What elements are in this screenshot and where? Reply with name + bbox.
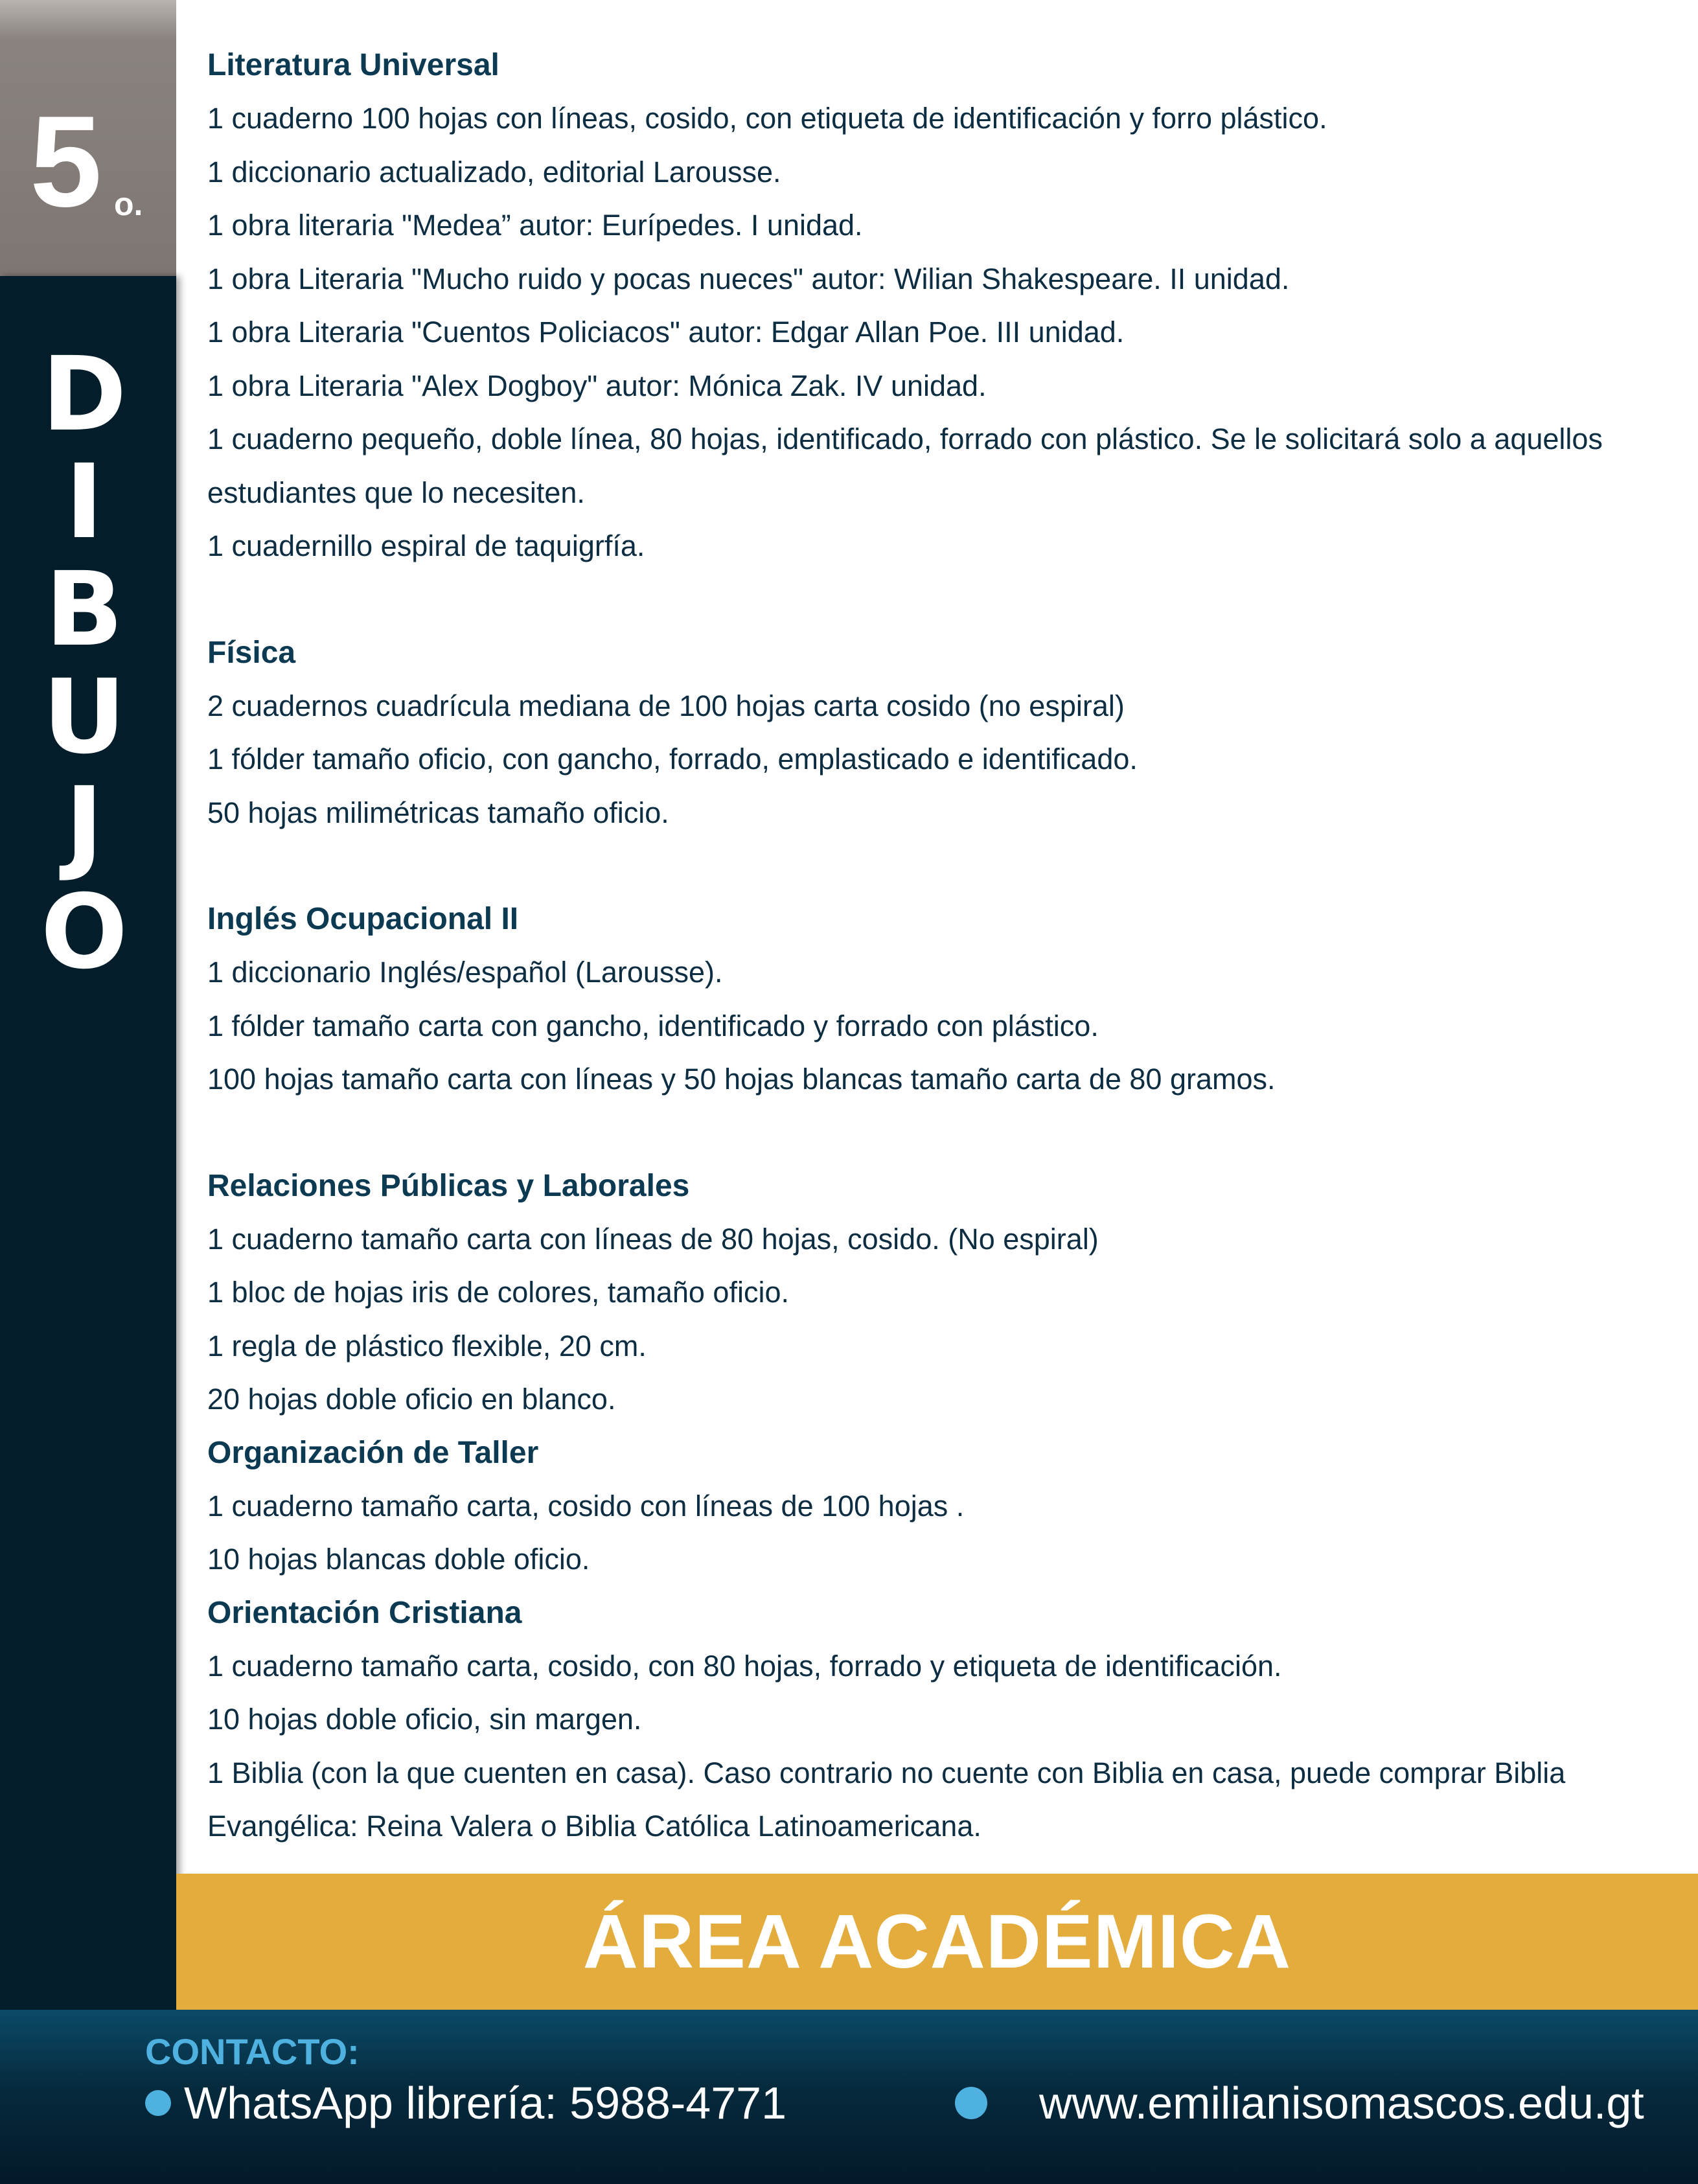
- list-item: 1 Biblia (con la que cuenten en casa). Caso contrario no cuente con Biblia en casa, puede comprar Biblia Evangélica: Reina Valera o Biblia Católica Latinoamericana.: [207, 1756, 1566, 1843]
- bullet-dot-icon: [145, 2090, 171, 2116]
- list-item: 50 hojas milimétricas tamaño oficio.: [207, 796, 669, 829]
- list-item: 1 obra Literaria "Mucho ruido y pocas nueces" autor: Wilian Shakespeare. II unidad.: [207, 262, 1290, 295]
- list-item: 1 bloc de hojas iris de colores, tamaño oficio.: [207, 1276, 789, 1309]
- vertical-letter: J: [65, 765, 104, 884]
- whatsapp-contact: [145, 2077, 786, 2129]
- website-contact[interactable]: [955, 2077, 1644, 2129]
- grade-number: 5: [30, 89, 102, 234]
- section-title: Literatura Universal: [207, 48, 499, 82]
- list-item: 1 diccionario Inglés/español (Larousse).: [207, 956, 723, 989]
- list-item: 1 obra Literaria "Alex Dogboy" autor: Mónica Zak. IV unidad.: [207, 369, 987, 402]
- section-relaciones: [207, 1160, 1665, 1427]
- grade-suffix: o.: [114, 186, 143, 222]
- list-item: 10 hojas doble oficio, sin margen.: [207, 1703, 642, 1736]
- bullet-dot-icon: [955, 2087, 987, 2119]
- section-literatura: [207, 39, 1665, 573]
- vertical-letter: O: [40, 873, 128, 992]
- vertical-letter: U: [42, 658, 126, 777]
- section-ingles: [207, 893, 1665, 1107]
- vertical-letter: D: [41, 335, 127, 454]
- sidebar: [0, 276, 176, 2010]
- section-title: Inglés Ocupacional II: [207, 902, 519, 936]
- website-link[interactable]: www.emilianisomascos.edu.gt: [1039, 2078, 1644, 2128]
- list-item: 1 cuaderno pequeño, doble línea, 80 hojas, identificado, forrado con plástico. Se le solicitará solo a aquellos estudiantes que lo necesiten.: [207, 422, 1603, 509]
- list-item: 1 cuaderno 100 hojas con líneas, cosido, con etiqueta de identificación y forro plástico.: [207, 102, 1327, 135]
- list-item: 1 diccionario actualizado, editorial Larousse.: [207, 155, 781, 189]
- supply-list: [207, 39, 1665, 1854]
- list-item: 1 cuaderno tamaño carta, cosido con líneas de 100 hojas .: [207, 1489, 965, 1523]
- list-item: 10 hojas blancas doble oficio.: [207, 1543, 590, 1576]
- vertical-letter: I: [65, 443, 104, 562]
- list-item: 1 fólder tamaño carta con gancho, identificado y forrado con plástico.: [207, 1009, 1099, 1042]
- banner-title: ÁREA ACADÉMICA: [582, 1899, 1292, 1984]
- vertical-letter: B: [45, 550, 124, 669]
- section-title: Relaciones Públicas y Laborales: [207, 1168, 690, 1203]
- section-title: Organización de Taller: [207, 1435, 539, 1470]
- list-item: 1 obra Literaria "Cuentos Policiacos" autor: Edgar Allan Poe. III unidad.: [207, 316, 1125, 349]
- grade-badge: [0, 0, 176, 276]
- list-item: 1 cuaderno tamaño carta con líneas de 80 hojas, cosido. (No espiral): [207, 1222, 1099, 1256]
- list-item: 1 cuaderno tamaño carta, cosido, con 80 hojas, forrado y etiqueta de identificación.: [207, 1649, 1282, 1683]
- list-item: 20 hojas doble oficio en blanco.: [207, 1383, 616, 1416]
- list-item: 1 cuadernillo espiral de taquigrfía.: [207, 529, 645, 562]
- list-item: 100 hojas tamaño carta con líneas y 50 hojas blancas tamaño carta de 80 gramos.: [207, 1063, 1276, 1096]
- list-item: 1 obra literaria "Medea” autor: Eurípedes. I unidad.: [207, 209, 863, 242]
- section-title: Orientación Cristiana: [207, 1595, 522, 1630]
- contact-footer: [0, 2010, 1698, 2184]
- list-item: 1 fólder tamaño oficio, con gancho, forrado, emplasticado e identificado.: [207, 742, 1138, 776]
- section-title: Física: [207, 635, 296, 670]
- section-organizacion: [207, 1427, 1665, 1587]
- vertical-title: [0, 335, 168, 992]
- section-fisica: [207, 626, 1665, 840]
- area-banner: [176, 1874, 1698, 2010]
- whatsapp-text: WhatsApp librería: 5988-4771: [184, 2078, 786, 2128]
- list-item: 2 cuadernos cuadrícula mediana de 100 hojas carta cosido (no espiral): [207, 689, 1125, 722]
- list-item: 1 regla de plástico flexible, 20 cm.: [207, 1329, 647, 1362]
- contact-label: CONTACTO:: [145, 2031, 360, 2072]
- section-orientacion: [207, 1587, 1665, 1854]
